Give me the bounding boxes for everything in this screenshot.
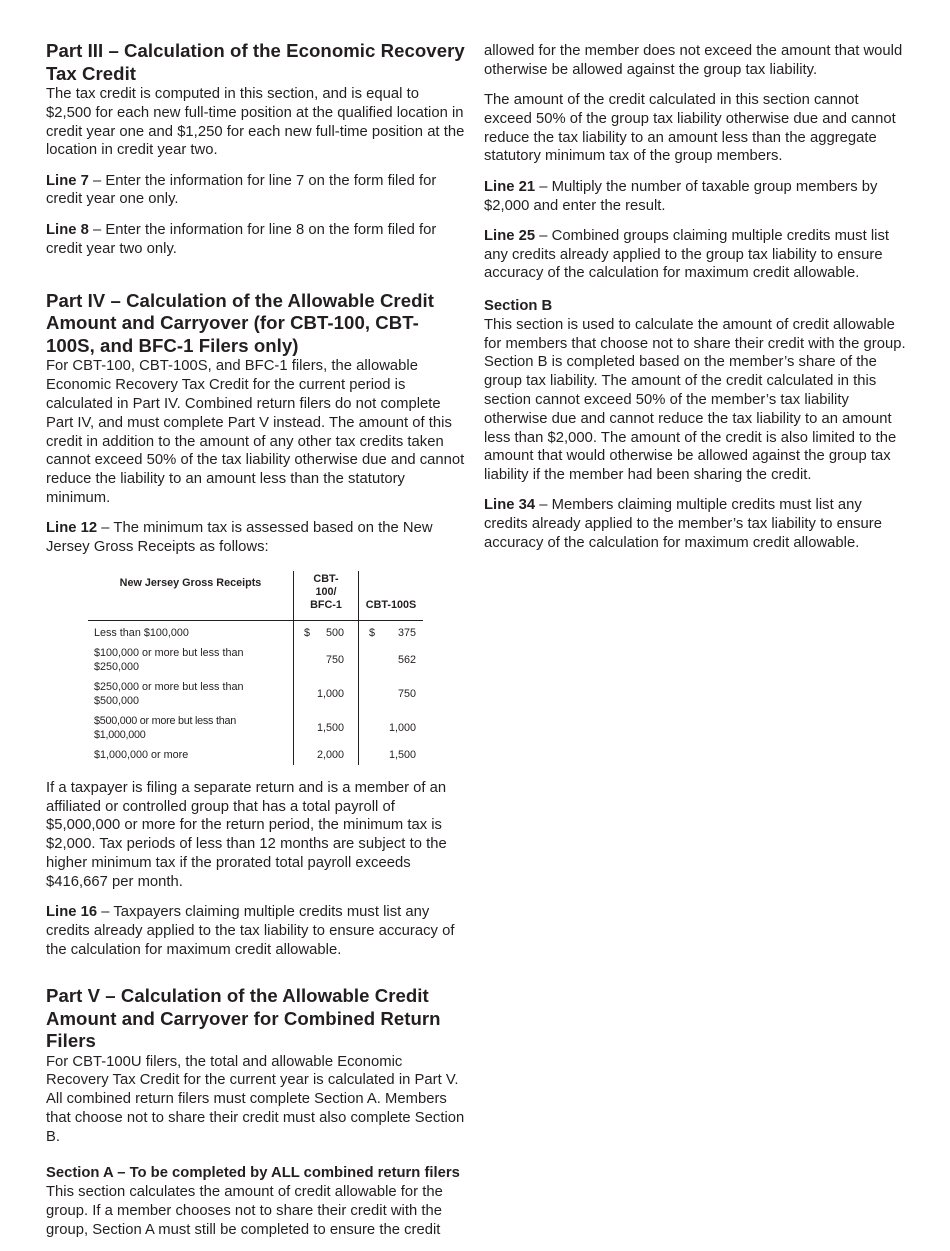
- header-cbt-100-bfc-1-text: CBT-100/ BFC-1: [310, 572, 342, 611]
- line-21-instruction: [484, 178, 906, 216]
- dollar-sign: $: [369, 626, 376, 639]
- part-v-heading: Part V – Calculation of the Allowable Credit Amount and Carryover for Combined Return Filers: [46, 985, 441, 1052]
- section-a-text: This section calculates the amount of credit allowable for the group. If a member chooses not to share their credit with the group, Section A must still be completed to ensure the credit: [46, 1184, 443, 1238]
- line-25-text: – Combined groups claiming multiple credits must list any credits already applied to the group tax liability to ensure accuracy of the calculation for maximum credit allowable.: [484, 227, 890, 282]
- dollar-sign: $: [304, 626, 311, 639]
- line-34-text: – Members claiming multiple credits must list any credits already applied to the member’s tax liability to ensure accuracy of the calculation for maximum credit allowable.: [484, 497, 882, 552]
- line-8-instruction: [46, 221, 466, 259]
- cbt-100s-cell: [359, 620, 424, 643]
- line-7-label: Line 7: [46, 172, 89, 189]
- section-a-limit-paragraph: The amount of the credit calculated in this section cannot exceed 50% of the group tax liability otherwise due and cannot reduce the tax liability to an amount less than the aggregate statutory minimum tax of the group members.: [484, 92, 896, 165]
- table-row: [88, 745, 423, 765]
- line-8-label: Line 8: [46, 221, 89, 238]
- part-iv-heading: Part IV – Calculation of the Allowable Credit Amount and Carryover (for CBT-100, CBT-100S, and BFC-1 Filers only): [46, 289, 434, 356]
- section-b-text: This section is used to calculate the amount of credit allowable for members that choose not to share their credit with the group. Section B is completed based on the member’s share of the group tax liability. The amount of the credit calculated in this section cannot exceed 50% of the member’s tax liability otherwise due and cannot reduce the tax liability to an amount less than $2,000. The amount of the credit is also limited to the amount that would otherwise be allowed against the group tax liability if the member had been sharing the credit.: [484, 316, 906, 484]
- cbt-100-cell: 1,500: [294, 711, 359, 745]
- section-b-heading: Section B: [484, 297, 553, 314]
- cbt-100s-cell: 1,000: [388, 721, 416, 734]
- line-12-instruction: [46, 519, 466, 557]
- table-row: [88, 711, 423, 745]
- cbt-100s-cell: 750: [397, 687, 416, 700]
- line-21-label: Line 21: [484, 178, 536, 195]
- part-v-section: [46, 985, 466, 1239]
- receipts-cell: $250,000 or more but less than $500,000: [94, 680, 244, 707]
- line-7-text: – Enter the information for line 7 on the form filed for credit year one only.: [46, 172, 437, 208]
- cbt-100s-cell: 1,500: [388, 748, 416, 761]
- line-21-text: – Multiply the number of taxable group members by $2,000 and enter the result.: [484, 178, 878, 214]
- receipts-cell: $1,000,000 or more: [94, 748, 189, 761]
- header-gross-receipts: New Jersey Gross Receipts: [119, 576, 262, 589]
- part-iii-section: [46, 40, 466, 258]
- left-column: [46, 40, 466, 1251]
- part-iv-section: [46, 290, 466, 960]
- cbt-100-value: 500: [325, 626, 344, 639]
- line-7-instruction: [46, 172, 466, 210]
- section-a-continuation: allowed for the member does not exceed the amount that would otherwise be allowed against the group tax liability.: [484, 43, 903, 78]
- receipts-cell: $500,000 or more but less than $1,000,000: [94, 714, 236, 741]
- part-iii-heading: Part III – Calculation of the Economic Recovery Tax Credit: [46, 40, 465, 84]
- line-12-text: – The minimum tax is assessed based on the New Jersey Gross Receipts as follows:: [46, 520, 433, 556]
- right-column: [484, 42, 906, 564]
- cbt-100-cell: 750: [294, 643, 359, 677]
- line-25-label: Line 25: [484, 227, 536, 244]
- cbt-100-cell: [294, 620, 359, 643]
- cbt-100-cell: 1,000: [294, 677, 359, 711]
- cbt-100s-value: 375: [397, 626, 416, 639]
- line-16-instruction: [46, 903, 466, 959]
- minimum-tax-table: [88, 571, 423, 765]
- receipts-cell: $100,000 or more but less than $250,000: [94, 646, 244, 673]
- part-iii-intro: The tax credit is computed in this section, and is equal to $2,500 for each new full-time position at the qualified location in credit year one and $1,250 for each new full-time position at the location in credit year two.: [46, 86, 465, 159]
- cbt-100s-cell: 562: [397, 653, 416, 666]
- header-cbt-100s: CBT-100S: [365, 598, 417, 611]
- part-iv-intro: For CBT-100, CBT-100S, and BFC-1 filers, the allowable Economic Recovery Tax Credit for the current period is calculated in Part IV. Combined return filers do not complete Part IV, and must complete Part V instead. The amount of this credit in addition to the amount of any other tax credits taken cannot exceed 50% of the tax liability otherwise due and cannot reduce the liability to an amount less than the statutory minimum.: [46, 358, 465, 506]
- line-8-text: – Enter the information for line 8 on the form filed for credit year two only.: [46, 221, 437, 257]
- line-16-label: Line 16: [46, 904, 98, 921]
- table-header-row: [88, 571, 423, 621]
- header-cbt-100-bfc-1: [294, 571, 359, 621]
- line-16-text: – Taxpayers claiming multiple credits must list any credits already applied to the tax liability to ensure accuracy of the calculation for maximum credit allowable.: [46, 904, 455, 958]
- line-25-instruction: [484, 227, 906, 283]
- table-row: [88, 677, 423, 711]
- section-a-heading: Section A – To be completed by ALL combined return filers: [46, 1165, 460, 1181]
- minimum-tax-paragraph: If a taxpayer is filing a separate return and is a member of an affiliated or controlled group that has a total payroll of $5,000,000 or more for the return period, the minimum tax is $2,000. Tax periods of less than 12 months are subject to the higher minimum tax if the prorated total payroll exceeds $416,667 per month.: [46, 779, 447, 890]
- part-v-intro: For CBT-100U filers, the total and allowable Economic Recovery Tax Credit for the current year is calculated in Part V. All combined return filers must complete Section A. Members that choose not to share their credit must also complete Section B.: [46, 1053, 465, 1145]
- table-row: [88, 620, 423, 643]
- line-34-instruction: [484, 496, 906, 552]
- receipts-cell: Less than $100,000: [88, 620, 294, 643]
- table-row: [88, 643, 423, 677]
- line-34-label: Line 34: [484, 497, 536, 514]
- line-12-label: Line 12: [46, 520, 98, 537]
- cbt-100-cell: 2,000: [294, 745, 359, 765]
